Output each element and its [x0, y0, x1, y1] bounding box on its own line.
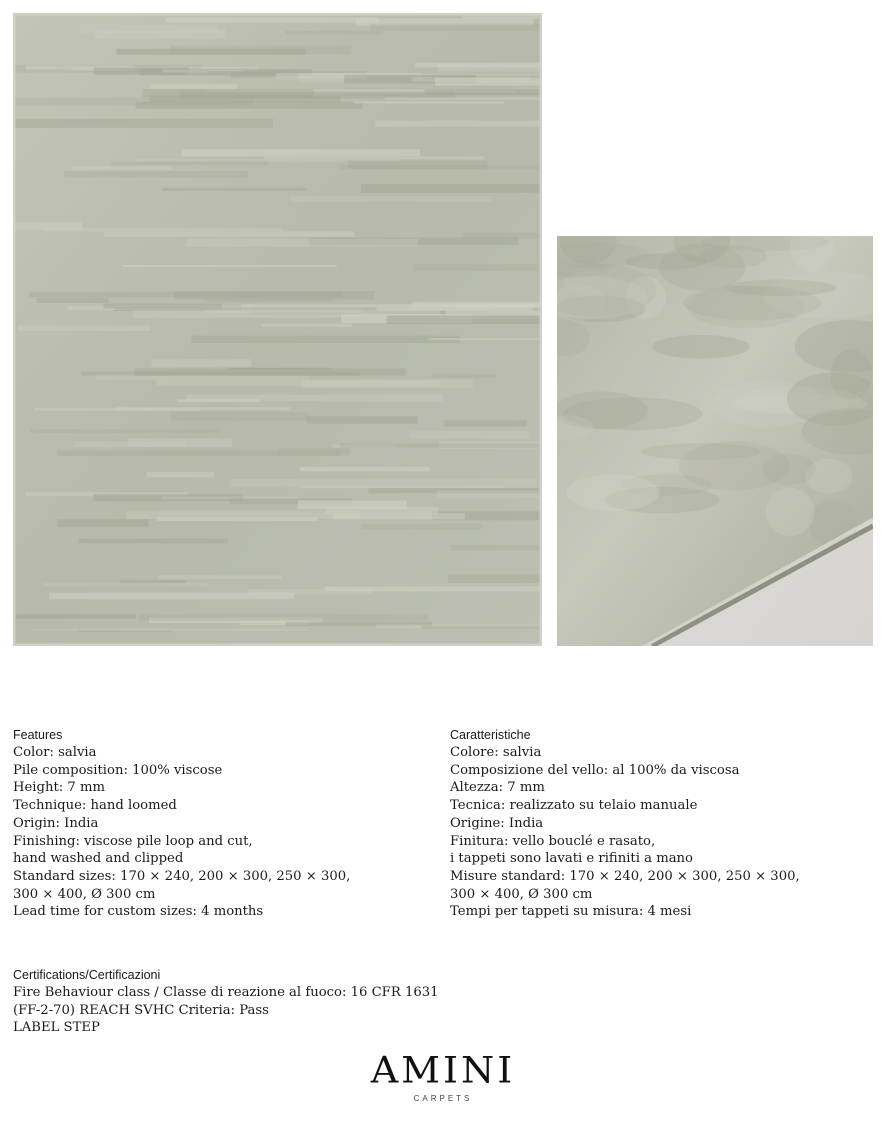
features-line: Pile composition: 100% viscose — [13, 762, 223, 778]
certifications-section — [13, 967, 613, 1037]
certifications-line: (FF-2-70) REACH SVHC Criteria: Pass — [13, 1002, 269, 1018]
logo-subtitle: CARPETS — [413, 1094, 473, 1103]
caratteristiche-line: i tappeti sono lavati e rifiniti a mano — [450, 851, 693, 867]
features-section — [13, 727, 433, 921]
caratteristiche-line: Origine: India — [450, 815, 544, 831]
rug-photo-detail — [557, 236, 873, 646]
caratteristiche-heading: Caratteristiche — [450, 728, 531, 742]
features-heading: Features — [13, 728, 63, 742]
features-line: Technique: hand loomed — [13, 798, 177, 814]
caratteristiche-line: Misure standard: 170 × 240, 200 × 300, 250 × 300, — [450, 868, 800, 884]
features-line: Standard sizes: 170 × 240, 200 × 300, 250 × 300, — [13, 868, 351, 884]
caratteristiche-line: Finitura: vello bouclé e rasato, — [450, 833, 656, 849]
caratteristiche-line: Tecnica: realizzato su telaio manuale — [450, 798, 698, 814]
caratteristiche-line: Altezza: 7 mm — [450, 780, 545, 796]
features-line: Color: salvia — [13, 745, 97, 760]
rug-photo-main — [13, 13, 542, 646]
certifications-line: LABEL STEP — [13, 1020, 100, 1036]
features-line: Finishing: viscose pile loop and cut, — [13, 833, 253, 849]
caratteristiche-line: Colore: salvia — [450, 745, 542, 760]
features-line: hand washed and clipped — [13, 851, 184, 867]
certifications-heading: Certifications/Certificazioni — [13, 968, 161, 982]
features-line: Height: 7 mm — [13, 780, 105, 796]
features-line: Lead time for custom sizes: 4 months — [13, 904, 264, 920]
caratteristiche-line: 300 × 400, Ø 300 cm — [450, 886, 593, 902]
certifications-line: Fire Behaviour class / Classe di reazione al fuoco: 16 CFR 1631 — [13, 985, 439, 1000]
amini-logo — [348, 1048, 538, 1103]
caratteristiche-section — [450, 727, 890, 921]
caratteristiche-line: Composizione del vello: al 100% da viscosa — [450, 762, 740, 778]
logo-wordmark: AMINI — [370, 1049, 516, 1091]
features-line: 300 × 400, Ø 300 cm — [13, 886, 156, 902]
features-line: Origin: India — [13, 815, 99, 831]
caratteristiche-line: Tempi per tappeti su misura: 4 mesi — [450, 904, 692, 920]
